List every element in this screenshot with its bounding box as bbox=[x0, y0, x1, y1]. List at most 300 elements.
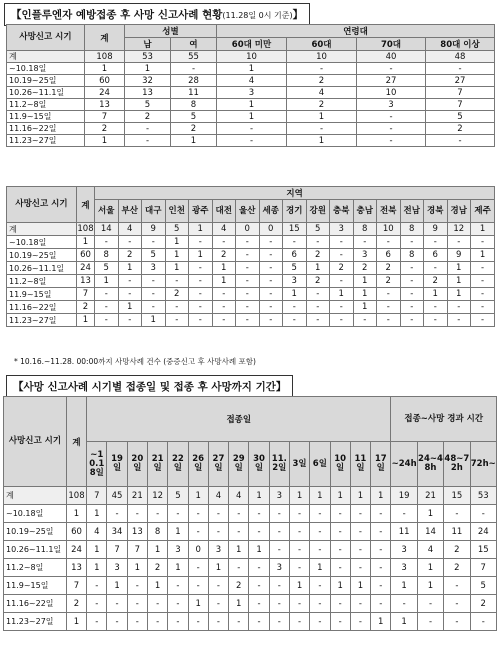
table-cell: - bbox=[287, 63, 357, 75]
table-cell: 3 bbox=[107, 559, 127, 577]
table-cell: 1 bbox=[165, 249, 189, 262]
header-female: 여 bbox=[171, 38, 217, 51]
table-cell: 1 bbox=[189, 223, 213, 236]
table-cell: - bbox=[330, 236, 354, 249]
table-cell: - bbox=[107, 595, 127, 613]
table-cell: 13 bbox=[66, 559, 86, 577]
table-cell: - bbox=[165, 314, 189, 327]
table-cell: - bbox=[269, 577, 289, 595]
table-cell: 60 bbox=[85, 75, 125, 87]
header-region-item: 전북 bbox=[377, 200, 401, 223]
table-cell: 2 bbox=[147, 559, 167, 577]
table-cell: 5 bbox=[142, 249, 166, 262]
table-cell: - bbox=[371, 505, 391, 523]
header-date-item: 6일 bbox=[310, 442, 330, 487]
table-cell: 2 bbox=[426, 123, 495, 135]
table-cell: - bbox=[208, 595, 228, 613]
table-cell: 2 bbox=[306, 249, 330, 262]
table-cell: - bbox=[424, 314, 448, 327]
table-cell: - bbox=[269, 541, 289, 559]
table-cell: 0 bbox=[236, 223, 260, 236]
table-cell: 2 bbox=[330, 262, 354, 275]
header-date-item: 17일 bbox=[371, 442, 391, 487]
table-cell: 1 bbox=[87, 505, 107, 523]
table-cell: - bbox=[249, 613, 269, 631]
table-cell: 1 bbox=[95, 275, 119, 288]
table-cell: 108 bbox=[77, 224, 94, 234]
table-cell: 2 bbox=[229, 577, 249, 595]
table-cell: 1 bbox=[125, 63, 171, 75]
table-row bbox=[7, 87, 495, 99]
table-cell: - bbox=[236, 262, 260, 275]
table-cell: 8 bbox=[147, 523, 167, 541]
table-cell: - bbox=[400, 275, 424, 288]
table-cell: 3 bbox=[217, 87, 287, 99]
table-cell: 15 bbox=[283, 223, 307, 236]
table-cell: 1 bbox=[391, 577, 417, 595]
table-cell: 1 bbox=[66, 613, 86, 631]
table-cell: 7 bbox=[85, 111, 125, 123]
table-cell: - bbox=[118, 236, 142, 249]
header-region-item: 충북 bbox=[330, 200, 354, 223]
header-region-item: 제주 bbox=[471, 200, 495, 223]
table-cell: - bbox=[236, 249, 260, 262]
table-row bbox=[4, 559, 497, 577]
header-age-60s: 60대 bbox=[287, 38, 357, 51]
table-cell: 1 bbox=[212, 275, 236, 288]
table-cell: 14 bbox=[417, 523, 443, 541]
table-cell: 1 bbox=[77, 314, 95, 327]
table-cell: - bbox=[330, 249, 354, 262]
row-label: 10.26~11.1일 bbox=[7, 87, 85, 99]
row-label: 계 bbox=[7, 51, 85, 63]
table-cell: - bbox=[259, 288, 283, 301]
table-cell: 5 bbox=[283, 262, 307, 275]
row-label: 11.23~27일 bbox=[7, 135, 85, 147]
table-cell: - bbox=[127, 613, 147, 631]
table-cell: 0 bbox=[259, 223, 283, 236]
table-cell: 1 bbox=[107, 577, 127, 595]
table-cell: 7 bbox=[107, 541, 127, 559]
table-cell: - bbox=[212, 314, 236, 327]
table-cell: 8 bbox=[353, 223, 377, 236]
table-cell: - bbox=[289, 541, 309, 559]
header-date-item: 3일 bbox=[289, 442, 309, 487]
table-cell: 3 bbox=[168, 541, 188, 559]
table-row bbox=[7, 75, 495, 87]
table-cell: 3 bbox=[283, 275, 307, 288]
header-elapsed-item: 48~72h bbox=[444, 442, 470, 487]
table-cell: - bbox=[95, 236, 119, 249]
table-cell: 1 bbox=[447, 288, 471, 301]
table-cell: - bbox=[188, 505, 208, 523]
table-cell: - bbox=[371, 541, 391, 559]
table-cell: 1 bbox=[171, 135, 217, 147]
table-cell: 1 bbox=[87, 559, 107, 577]
table-cell: 108 bbox=[66, 487, 86, 505]
table-cell: - bbox=[330, 505, 350, 523]
table-cell: 11 bbox=[171, 87, 217, 99]
table-cell: - bbox=[357, 123, 426, 135]
table-row bbox=[7, 288, 495, 301]
row-label: 11.9~15일 bbox=[7, 111, 85, 123]
table-cell: - bbox=[95, 301, 119, 314]
table-cell: - bbox=[118, 288, 142, 301]
table-cell: - bbox=[217, 123, 287, 135]
table-cell: 1 bbox=[212, 262, 236, 275]
table-row bbox=[4, 523, 497, 541]
table-cell: 15 bbox=[444, 487, 470, 505]
table-row bbox=[7, 223, 495, 236]
table-cell: - bbox=[400, 288, 424, 301]
table-cell: - bbox=[259, 236, 283, 249]
table-cell: 1 bbox=[229, 595, 249, 613]
table-cell: 60 bbox=[66, 523, 86, 541]
table-cell: - bbox=[168, 505, 188, 523]
header-region-item: 경기 bbox=[283, 200, 307, 223]
table-cell: 1 bbox=[289, 487, 309, 505]
table-cell: 24 bbox=[470, 523, 496, 541]
table-cell: - bbox=[289, 523, 309, 541]
table-sex-age bbox=[6, 24, 495, 147]
table-cell: 1 bbox=[249, 541, 269, 559]
table-cell: 3 bbox=[330, 223, 354, 236]
table-cell: 3 bbox=[142, 262, 166, 275]
table-cell: - bbox=[330, 314, 354, 327]
table-row bbox=[7, 262, 495, 275]
table-cell: - bbox=[377, 288, 401, 301]
table-row bbox=[4, 577, 497, 595]
table-cell: - bbox=[269, 595, 289, 613]
table-cell: - bbox=[306, 301, 330, 314]
table-row bbox=[4, 613, 497, 631]
table-cell: 48 bbox=[426, 51, 495, 63]
table-cell: - bbox=[188, 613, 208, 631]
table-cell: - bbox=[350, 613, 370, 631]
table-cell: - bbox=[447, 236, 471, 249]
table-cell: 8 bbox=[400, 223, 424, 236]
row-label: 계 bbox=[4, 487, 67, 505]
table-cell: 2 bbox=[118, 249, 142, 262]
table-cell: - bbox=[147, 505, 167, 523]
table-cell: 27 bbox=[357, 75, 426, 87]
table-cell: - bbox=[127, 595, 147, 613]
row-label: 11.2~8일 bbox=[4, 559, 67, 577]
table-vaccination-date bbox=[3, 396, 497, 631]
table-cell: - bbox=[357, 63, 426, 75]
header-date-item: 26일 bbox=[188, 442, 208, 487]
table-cell: - bbox=[287, 123, 357, 135]
header-male: 남 bbox=[125, 38, 171, 51]
table-cell: - bbox=[236, 236, 260, 249]
table-cell: - bbox=[330, 523, 350, 541]
table-cell: - bbox=[444, 577, 470, 595]
table-cell: 7 bbox=[87, 487, 107, 505]
table-cell: - bbox=[310, 595, 330, 613]
header-total: 계 bbox=[66, 397, 86, 487]
header-region-item: 충남 bbox=[353, 200, 377, 223]
table-row bbox=[7, 135, 495, 147]
table-cell: - bbox=[470, 613, 496, 631]
table-cell: 12 bbox=[447, 223, 471, 236]
table-cell: 27 bbox=[426, 75, 495, 87]
table-cell: - bbox=[249, 577, 269, 595]
table-cell: 53 bbox=[470, 487, 496, 505]
table-cell: 1 bbox=[189, 249, 213, 262]
table-cell: - bbox=[188, 577, 208, 595]
table-cell: 1 bbox=[85, 63, 125, 75]
header-age-under60: 60대 미만 bbox=[217, 38, 287, 51]
header-sex: 성별 bbox=[125, 25, 217, 38]
table-cell: 5 bbox=[426, 111, 495, 123]
section3-title: 【사망 신고사례 시기별 접종일 및 접종 후 사망까지 기간】 bbox=[6, 375, 293, 398]
table-cell: 2 bbox=[125, 111, 171, 123]
table-cell: 1 bbox=[283, 288, 307, 301]
table-cell: 2 bbox=[77, 301, 95, 314]
table-cell: - bbox=[391, 595, 417, 613]
table-cell: - bbox=[471, 301, 495, 314]
table-row bbox=[4, 541, 497, 559]
table-cell: - bbox=[208, 523, 228, 541]
table-row bbox=[7, 111, 495, 123]
header-region-item: 세종 bbox=[259, 200, 283, 223]
table-cell: 11 bbox=[444, 523, 470, 541]
table-cell: - bbox=[229, 523, 249, 541]
table-row bbox=[7, 314, 495, 327]
table-cell: - bbox=[444, 595, 470, 613]
table-cell: 1 bbox=[353, 275, 377, 288]
table-cell: 1 bbox=[289, 577, 309, 595]
table-cell: 7 bbox=[66, 577, 86, 595]
table-cell: 1 bbox=[188, 487, 208, 505]
table-cell: 4 bbox=[212, 223, 236, 236]
table-cell: 5 bbox=[95, 262, 119, 275]
table-cell: 5 bbox=[125, 99, 171, 111]
table-row bbox=[7, 63, 495, 75]
table-cell: - bbox=[471, 314, 495, 327]
table-cell: - bbox=[371, 577, 391, 595]
table-row bbox=[4, 505, 497, 523]
table-cell: 2 bbox=[470, 595, 496, 613]
table-cell: 1 bbox=[330, 487, 350, 505]
header-date-item: ~10.18일 bbox=[87, 442, 107, 487]
table-cell: - bbox=[107, 505, 127, 523]
table-cell: 13 bbox=[127, 523, 147, 541]
table-cell: - bbox=[208, 577, 228, 595]
table-cell: 1 bbox=[127, 559, 147, 577]
table-cell: - bbox=[188, 559, 208, 577]
table-row bbox=[4, 487, 497, 505]
table-cell: 2 bbox=[212, 249, 236, 262]
header-date-item: 30일 bbox=[249, 442, 269, 487]
table-cell: 1 bbox=[350, 577, 370, 595]
row-label: 11.23~27일 bbox=[7, 314, 77, 327]
table-cell: 1 bbox=[471, 249, 495, 262]
table-cell: 1 bbox=[391, 613, 417, 631]
table-cell: - bbox=[371, 523, 391, 541]
table-cell: 7 bbox=[470, 559, 496, 577]
table-cell: 4 bbox=[417, 541, 443, 559]
table-cell: - bbox=[127, 505, 147, 523]
table-cell: - bbox=[236, 288, 260, 301]
table-cell: - bbox=[189, 301, 213, 314]
table-cell: 1 bbox=[118, 301, 142, 314]
table-cell: 3 bbox=[391, 541, 417, 559]
table-cell: - bbox=[142, 288, 166, 301]
table-cell: 6 bbox=[424, 249, 448, 262]
table-cell: 13 bbox=[77, 275, 95, 288]
table-cell: 2 bbox=[85, 123, 125, 135]
table-cell: - bbox=[470, 505, 496, 523]
table-cell: - bbox=[306, 236, 330, 249]
table-cell: - bbox=[283, 314, 307, 327]
table-cell: 2 bbox=[377, 262, 401, 275]
header-region-item: 서울 bbox=[95, 200, 119, 223]
header-region-item: 전남 bbox=[400, 200, 424, 223]
table-cell: 11 bbox=[391, 523, 417, 541]
table-cell: 1 bbox=[417, 559, 443, 577]
table-cell: 9 bbox=[424, 223, 448, 236]
header-region-item: 광주 bbox=[189, 200, 213, 223]
row-label: 11.16~22일 bbox=[7, 301, 77, 314]
table-cell: 7 bbox=[127, 541, 147, 559]
table-cell: 53 bbox=[125, 51, 171, 63]
table-cell: - bbox=[87, 577, 107, 595]
table-cell: - bbox=[259, 301, 283, 314]
footnote: * 10.16.~11.28. 00:00까지 사망사례 건수 (중증신고 후 사망사례 포함) bbox=[14, 357, 256, 366]
row-label: 10.26~11.1일 bbox=[7, 262, 77, 275]
table-cell: 2 bbox=[424, 275, 448, 288]
table-cell: 1 bbox=[371, 487, 391, 505]
table-cell: - bbox=[189, 275, 213, 288]
header-region-item: 강원 bbox=[306, 200, 330, 223]
table-cell: - bbox=[289, 613, 309, 631]
table-cell: 2 bbox=[444, 541, 470, 559]
row-label: 11.16~22일 bbox=[7, 123, 85, 135]
table-cell: - bbox=[229, 505, 249, 523]
table-cell: 21 bbox=[127, 487, 147, 505]
table-cell: 55 bbox=[171, 51, 217, 63]
table-cell: 1 bbox=[229, 541, 249, 559]
table-cell: 1 bbox=[217, 111, 287, 123]
table-cell: 40 bbox=[357, 51, 426, 63]
table-cell: 5 bbox=[470, 577, 496, 595]
header-period: 사망신고 시기 bbox=[4, 397, 67, 487]
header-total: 계 bbox=[77, 187, 95, 223]
header-region-item: 경북 bbox=[424, 200, 448, 223]
table-cell: - bbox=[400, 314, 424, 327]
table-cell: - bbox=[330, 275, 354, 288]
table-cell: - bbox=[189, 288, 213, 301]
table-cell: 10 bbox=[287, 51, 357, 63]
table-cell: 1 bbox=[66, 505, 86, 523]
table-cell: - bbox=[306, 288, 330, 301]
table-cell: 28 bbox=[171, 75, 217, 87]
table-cell: 12 bbox=[147, 487, 167, 505]
table-cell: 2 bbox=[306, 275, 330, 288]
row-label: 11.9~15일 bbox=[4, 577, 67, 595]
table-cell: 1 bbox=[310, 487, 330, 505]
row-label: 11.16~22일 bbox=[4, 595, 67, 613]
table-row bbox=[7, 51, 495, 63]
table-cell: - bbox=[208, 505, 228, 523]
table-cell: - bbox=[289, 505, 309, 523]
header-date-item: 11일 bbox=[350, 442, 370, 487]
table-cell: - bbox=[426, 135, 495, 147]
table-cell: 24 bbox=[66, 541, 86, 559]
table-cell: 1 bbox=[165, 262, 189, 275]
header-date-item: 27일 bbox=[208, 442, 228, 487]
table-cell: - bbox=[259, 275, 283, 288]
table-cell: - bbox=[471, 275, 495, 288]
table-cell: - bbox=[236, 314, 260, 327]
table-cell: - bbox=[249, 559, 269, 577]
table-cell: - bbox=[118, 275, 142, 288]
table-cell: - bbox=[189, 236, 213, 249]
table-cell: 15 bbox=[470, 541, 496, 559]
table-cell: 1 bbox=[142, 314, 166, 327]
table-cell: 1 bbox=[118, 262, 142, 275]
table-cell: 2 bbox=[444, 559, 470, 577]
table-cell: 1 bbox=[310, 559, 330, 577]
table-cell: 2 bbox=[66, 595, 86, 613]
table-cell: - bbox=[208, 613, 228, 631]
table-cell: 2 bbox=[171, 123, 217, 135]
table-cell: - bbox=[289, 559, 309, 577]
table-cell: - bbox=[400, 236, 424, 249]
table-cell: 45 bbox=[107, 487, 127, 505]
table-cell: - bbox=[350, 523, 370, 541]
table-cell: 5 bbox=[171, 111, 217, 123]
table-cell: - bbox=[165, 301, 189, 314]
header-date-item: 20일 bbox=[127, 442, 147, 487]
table-cell: - bbox=[259, 249, 283, 262]
table-cell: - bbox=[471, 262, 495, 275]
table-cell: 108 bbox=[85, 51, 125, 63]
header-region-item: 부산 bbox=[118, 200, 142, 223]
table-cell: - bbox=[400, 301, 424, 314]
table-cell: - bbox=[471, 288, 495, 301]
table-cell: - bbox=[283, 236, 307, 249]
table-cell: - bbox=[306, 314, 330, 327]
table-cell: - bbox=[229, 613, 249, 631]
table-cell: - bbox=[168, 577, 188, 595]
table-cell: 60 bbox=[77, 249, 95, 262]
table-cell: - bbox=[212, 288, 236, 301]
table-cell: 13 bbox=[125, 87, 171, 99]
header-elapsed-item: ~24h bbox=[391, 442, 417, 487]
table-cell: 21 bbox=[417, 487, 443, 505]
table-cell: 1 bbox=[165, 236, 189, 249]
table-cell: - bbox=[353, 314, 377, 327]
header-total: 계 bbox=[85, 25, 125, 51]
table-cell: - bbox=[424, 301, 448, 314]
table-cell: 2 bbox=[377, 275, 401, 288]
table-cell: 2 bbox=[287, 99, 357, 111]
table-cell: 5 bbox=[165, 223, 189, 236]
header-age-80plus: 80대 이상 bbox=[426, 38, 495, 51]
row-label: 계 bbox=[7, 223, 77, 236]
table-cell: 0 bbox=[188, 541, 208, 559]
row-label: ~10.18일 bbox=[7, 236, 77, 249]
table-cell: 9 bbox=[142, 223, 166, 236]
table-cell: - bbox=[330, 613, 350, 631]
table-cell: 1 bbox=[87, 541, 107, 559]
table-cell: - bbox=[125, 123, 171, 135]
table-cell: 3 bbox=[391, 559, 417, 577]
table-cell: 14 bbox=[95, 223, 119, 236]
table-cell: - bbox=[357, 135, 426, 147]
